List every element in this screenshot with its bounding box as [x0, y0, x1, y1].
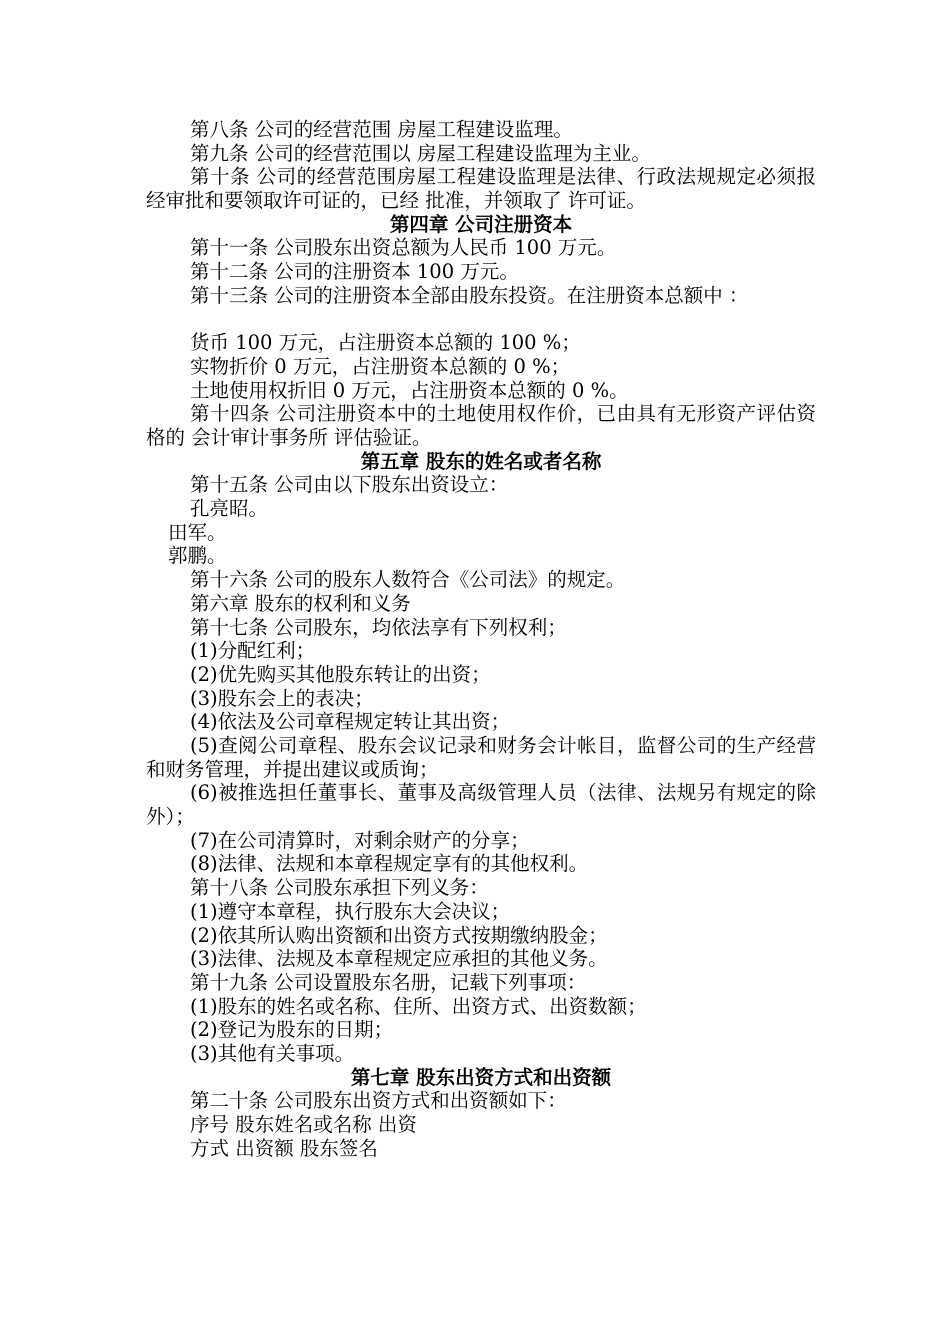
text-line: (3)股东会上的表决；	[190, 686, 374, 710]
paragraph: 第十四条 公司注册资本中的土地使用权作价，已由具有无形资产评估资格的 会计审计事务所 评估验证。	[146, 402, 816, 449]
text-line: 第六章 股东的权利和义务	[190, 591, 411, 615]
text-line: 土地使用权折旧 0 万元，占注册资本总额的 0 %。	[190, 378, 629, 402]
text-line: 第十三条 公司的注册资本全部由股东投资。在注册资本总额中 ：	[190, 283, 749, 307]
text-line: 孔亮昭。	[190, 497, 269, 521]
text-line: (2)优先购买其他股东转让的出资；	[190, 662, 491, 686]
text-line: (3)法律、法规及本章程规定应承担的其他义务。	[190, 947, 608, 971]
text-line: 第八条 公司的经营范围 房屋工程建设监理。	[190, 118, 573, 141]
text-line: 第十六条 公司的股东人数符合《公司法》的规定。	[190, 568, 626, 592]
text-line: 田军。	[168, 520, 227, 544]
text-line: (1)分配红利；	[190, 639, 316, 663]
text-line: (4)依法及公司章程规定转让其出资；	[190, 710, 511, 734]
text-line: 第十七条 公司股东，均依法享有下列权利；	[190, 615, 567, 639]
text-line: 第十八条 公司股东承担下列义务：	[190, 876, 489, 900]
text-line: 第十二条 公司的注册资本 100 万元。	[190, 260, 519, 284]
text-line: 实物折价 0 万元，占注册资本总额的 0 %；	[190, 354, 571, 378]
chapter-heading: 第四章 公司注册资本	[389, 212, 573, 236]
text-line: 第十一条 公司股东出资总额为人民币 100 万元。	[190, 236, 617, 260]
text-line: 第十九条 公司设置股东名册，记载下列事项：	[190, 970, 587, 994]
chapter-heading: 第五章 股东的姓名或者名称	[360, 449, 602, 473]
paragraph: 第十条 公司的经营范围房屋工程建设监理是法律、行政法规规定必须报经审批和要领取许可证的，已经 批准，并领取了 许可证。	[146, 165, 816, 213]
text-line: (2)登记为股东的日期；	[190, 1018, 394, 1042]
text-line: 第十五条 公司由以下股东出资设立：	[190, 473, 509, 497]
document-page	[146, 118, 816, 1160]
text-line: (2)依其所认购出资额和出资方式按期缴纳股金；	[190, 923, 608, 947]
text-line: 郭鹏。	[168, 544, 227, 568]
blank-line	[146, 308, 816, 332]
text-line: (1)股东的姓名或名称、住所、出资方式、出资数额；	[190, 994, 647, 1018]
text-line: 第九条 公司的经营范围以 房屋工程建设监理为主业。	[190, 141, 651, 165]
text-line: 货币 100 万元，占注册资本总额的 100 %；	[190, 331, 581, 355]
text-line: 序号 股东姓名或名称 出资	[190, 1113, 417, 1136]
chapter-heading: 第七章 股东出资方式和出资额	[350, 1065, 612, 1089]
paragraph: (5)查阅公司章程、股东会议记录和财务会计帐目，监督公司的生产经营和财务管理，并提出建议或质询；	[146, 733, 816, 781]
text-line: 方式 出资额 股东签名	[190, 1136, 378, 1160]
text-line: 第二十条 公司股东出资方式和出资额如下：	[190, 1089, 567, 1113]
paragraph: (6)被推选担任董事长、董事及高级管理人员（法律、法规另有规定的除外）；	[146, 781, 816, 829]
text-line: (3)其他有关事项。	[190, 1041, 355, 1065]
text-line: (8)法律、法规和本章程规定享有的其他权利。	[190, 852, 589, 876]
text-line: (7)在公司清算时，对剩余财产的分享；	[190, 828, 530, 852]
text-line: (1)遵守本章程，执行股东大会决议；	[190, 899, 511, 923]
